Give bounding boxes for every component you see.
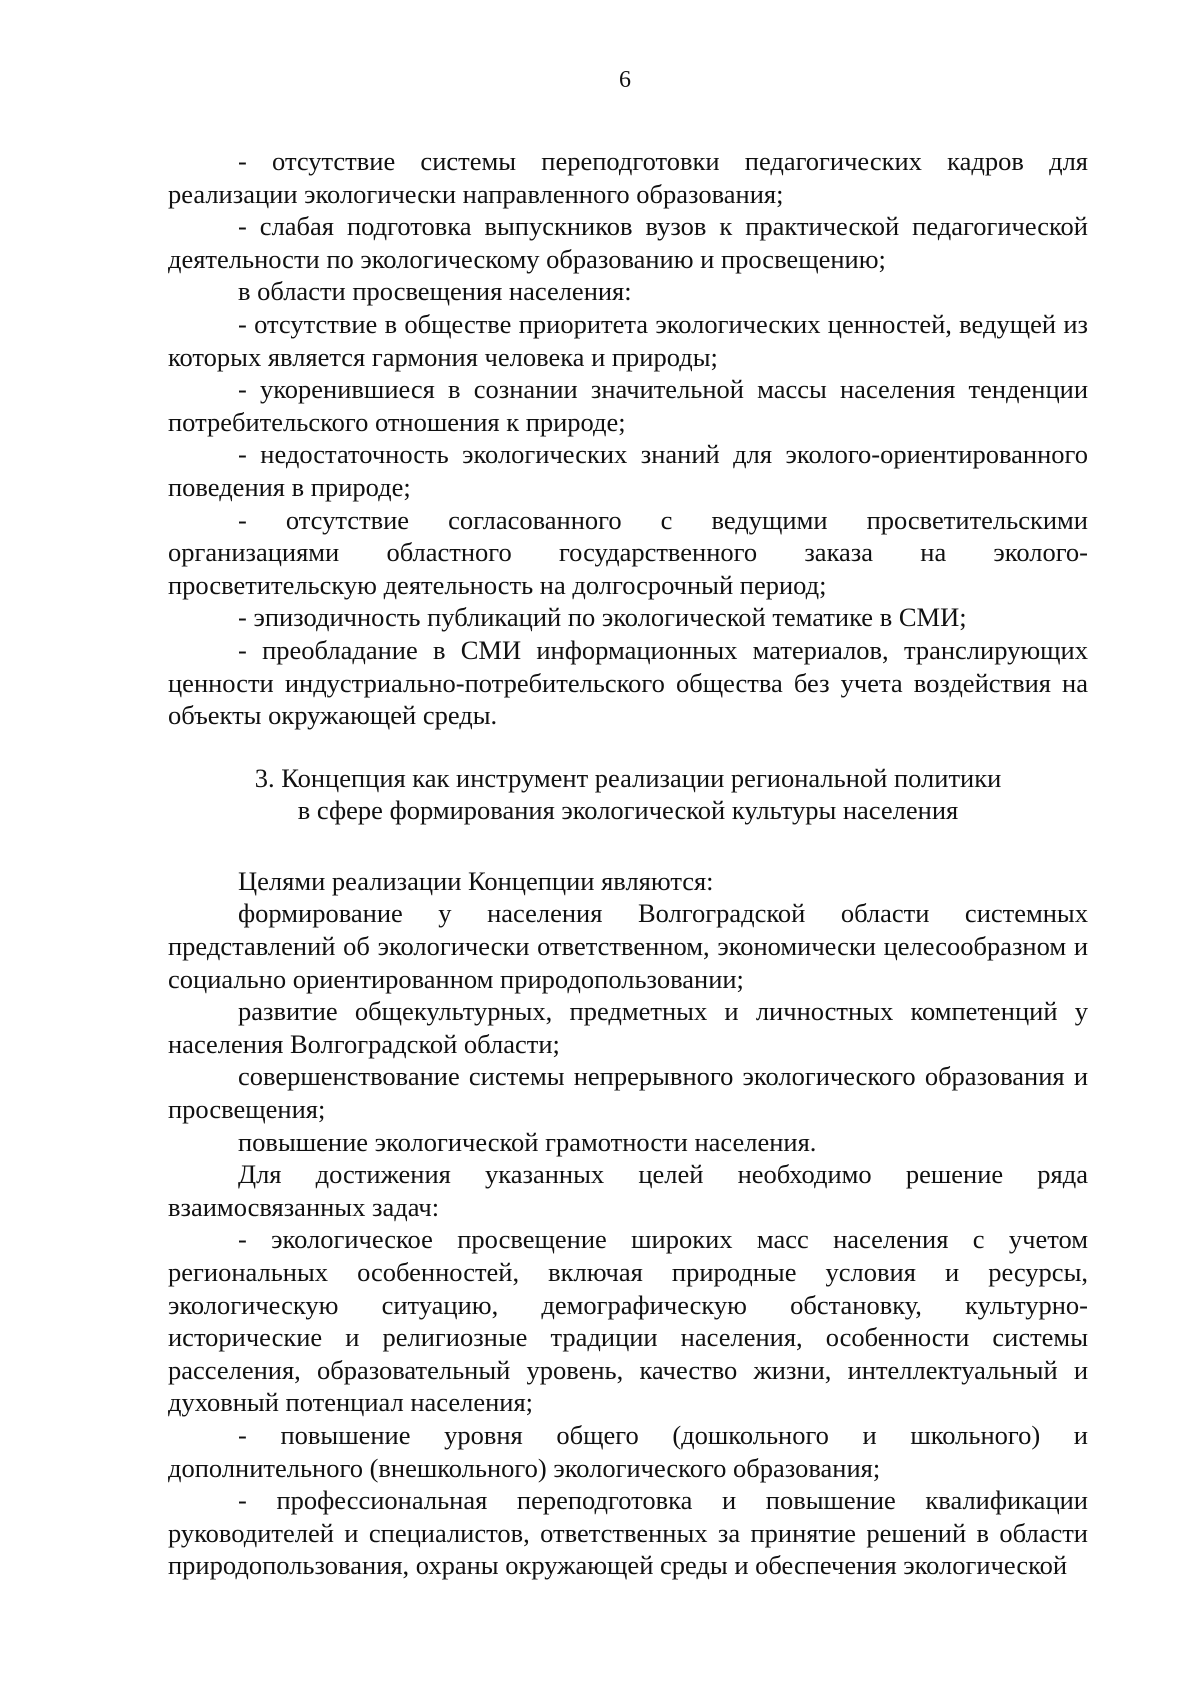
paragraph: развитие общекультурных, предметных и личностных компетенций у населения Волгоградской области;: [168, 996, 1088, 1059]
paragraph: - повышение уровня общего (дошкольного и школьного) и дополнительного (внешкольного) экологического образования;: [168, 1419, 1088, 1483]
paragraph: формирование у населения Волгоградской области системных представлений об экологически ответственном, экономически целесообразном и социально ориентированном природопользовании;: [168, 898, 1088, 994]
paragraph: - отсутствие согласованного с ведущими просветительскими организациями областного государственного заказа на эколого-просветительскую деятельность на долгосрочный период;: [168, 504, 1088, 600]
paragraph: - укоренившиеся в сознании значительной массы населения тенденции потребительского отношения к природе;: [168, 374, 1088, 437]
section-title-line-2: в сфере формирования экологической культуры населения: [297, 795, 959, 826]
paragraph: - экологическое просвещение широких масс населения с учетом региональных особенностей, включая природные условия и ресурсы, экологическую ситуацию, демографическую обстановку, культурно-исторические и религиозные традиции населения, особенности системы расселения, образовательный уровень, качество жизни, интеллектуальный и духовный потенциал населения;: [168, 1224, 1088, 1418]
document-body: [168, 145, 1088, 1582]
paragraph: - отсутствие системы переподготовки педагогических кадров для реализации экологически направленного образования;: [168, 146, 1088, 209]
section-title-line-1: 3. Концепция как инструмент реализации региональной политики: [254, 762, 1002, 793]
page-number: 6: [619, 67, 631, 93]
paragraph: - слабая подготовка выпускников вузов к практической педагогической деятельности по экологическому образованию и просвещению;: [168, 211, 1088, 274]
paragraph: Для достижения указанных целей необходимо решение ряда взаимосвязанных задач:: [168, 1159, 1088, 1222]
paragraph: Целями реализации Концепции являются:: [238, 865, 714, 896]
section-heading: [168, 762, 1088, 827]
paragraph: в области просвещения населения:: [238, 276, 632, 307]
paragraph: - недостаточность экологических знаний для эколого-ориентированного поведения в природе;: [168, 439, 1088, 502]
paragraph: - профессиональная переподготовка и повышение квалификации руководителей и специалистов, ответственных за принятие решений в области природопользования, охраны окружающей среды и обеспечения экологической: [168, 1485, 1088, 1581]
paragraph: повышение экологической грамотности населения.: [238, 1126, 817, 1157]
paragraph: совершенствование системы непрерывного экологического образования и просвещения;: [168, 1061, 1088, 1125]
paragraph: - отсутствие в обществе приоритета экологических ценностей, ведущей из которых является гармония человека и природы;: [168, 308, 1088, 372]
paragraph: - эпизодичность публикаций по экологической тематике в СМИ;: [238, 602, 967, 633]
paragraph: - преобладание в СМИ информационных материалов, транслирующих ценности индустриально-потребительского общества без учета воздействия на объекты окружающей среды.: [168, 634, 1088, 731]
